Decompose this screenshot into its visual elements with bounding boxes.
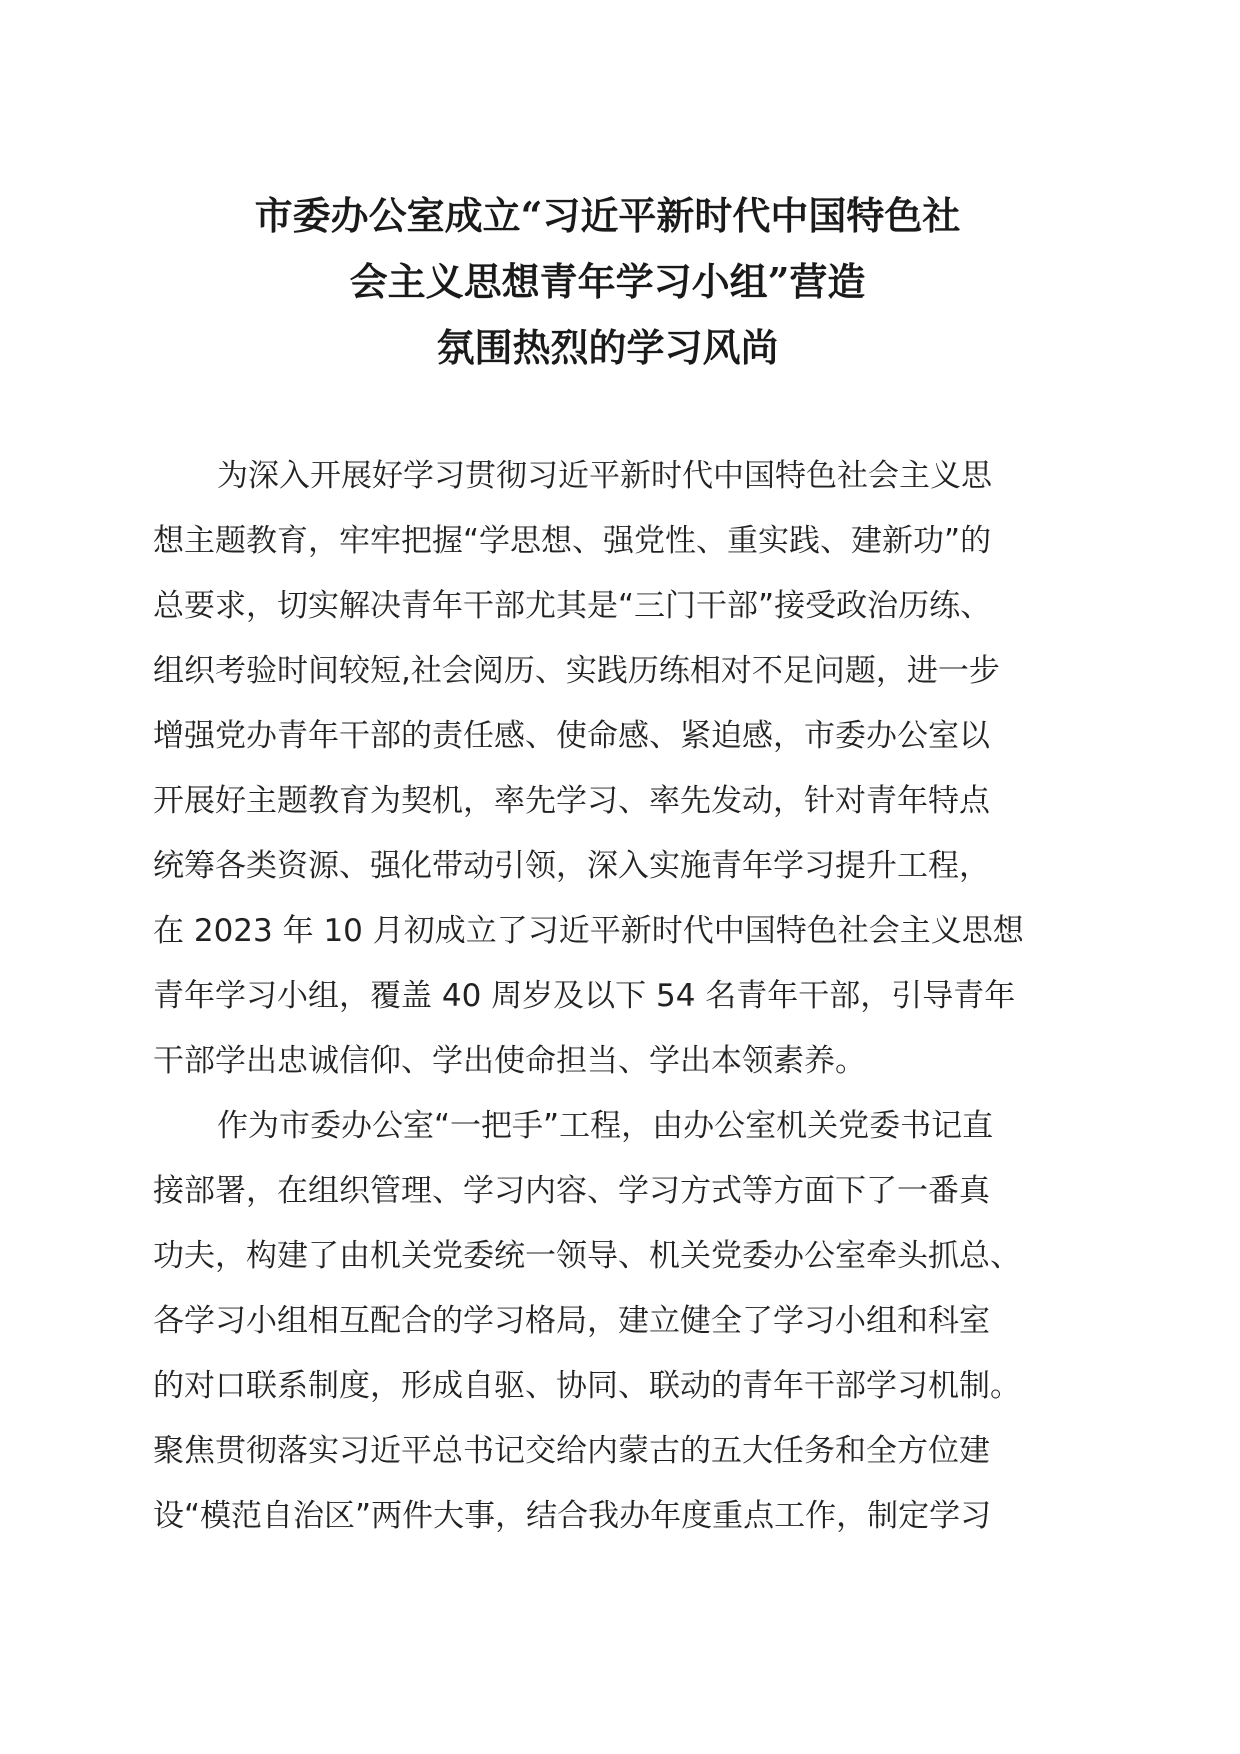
title-line: 氛围热烈的学习风尚 — [436, 325, 779, 370]
paragraph-1-line: 想主题教育，牢牢把握“学思想、强党性、重实践、建新功”的 — [153, 523, 992, 559]
paragraph-1-line: 增强党办青年干部的责任感、使命感、紧迫感，市委办公室以 — [153, 718, 990, 754]
paragraph-2-line: 设“模范自治区”两件大事，结合我办年度重点工作，制定学习 — [153, 1498, 992, 1534]
paragraph-1-line: 总要求，切实解决青年干部尤其是“三门干部”接受政治历练、 — [153, 588, 992, 624]
document-body — [153, 444, 1068, 1549]
paragraph-1-line: 组织考验时间较短,社会阅历、实践历练相对不足问题，进一步 — [153, 653, 1000, 689]
paragraph-2-line: 功夫，构建了由机关党委统一领导、机关党委办公室牵头抓总、 — [153, 1238, 1021, 1274]
title-line: 市委办公室成立“习近平新时代中国特色社 — [254, 193, 961, 238]
paragraph-1-line: 在 2023 年 10 月初成立了习近平新时代中国特色社会主义思想 — [153, 913, 1024, 949]
paragraph-1-line: 青年学习小组，覆盖 40 周岁及以下 54 名青年干部，引导青年 — [153, 978, 1016, 1014]
paragraph-2-line: 各学习小组相互配合的学习格局，建立健全了学习小组和科室 — [153, 1303, 990, 1339]
paragraph-2-line: 聚焦贯彻落实习近平总书记交给内蒙古的五大任务和全方位建 — [153, 1433, 990, 1469]
paragraph-1-line: 干部学出忠诚信仰、学出使命担当、学出本领素养。 — [153, 1043, 866, 1079]
paragraph-2-line: 的对口联系制度，形成自驱、协同、联动的青年干部学习机制。 — [153, 1368, 1021, 1404]
paragraph-2-line: 接部署，在组织管理、学习内容、学习方式等方面下了一番真 — [153, 1173, 990, 1209]
paragraph-1-line: 统筹各类资源、强化带动引领，深入实施青年学习提升工程， — [153, 848, 990, 884]
paragraph-1-line: 开展好主题教育为契机，率先学习、率先发动，针对青年特点 — [153, 783, 990, 819]
title-line: 会主义思想青年学习小组”营造 — [349, 259, 866, 304]
paragraph-2-line: 作为市委办公室“一把手”工程，由办公室机关党委书记直 — [217, 1108, 994, 1144]
paragraph-1-line: 为深入开展好学习贯彻习近平新时代中国特色社会主义思 — [217, 458, 992, 494]
document-title — [150, 183, 1065, 381]
